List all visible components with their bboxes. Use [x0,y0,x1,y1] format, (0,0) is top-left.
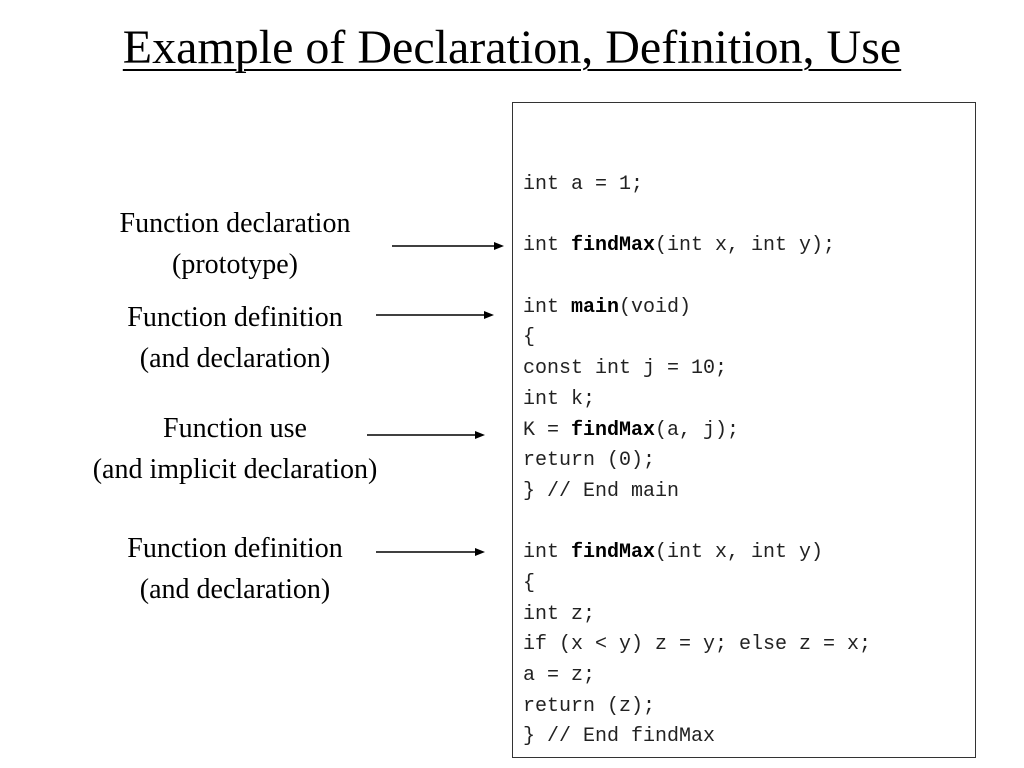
code-line [523,385,871,416]
code-line [523,416,871,447]
label-function-definition-main [85,297,385,379]
code-token: K = [523,418,572,442]
code-line [523,323,871,354]
code-line [523,569,871,600]
arrow-to-function-use [367,427,491,443]
code-box [512,102,976,758]
label-line: Function definition [127,302,343,333]
code-token: { [523,571,536,595]
code-token: { [523,326,536,350]
code-line [523,446,871,477]
code-token: (void) [619,295,692,319]
code-line [523,262,871,293]
code-line [523,354,871,385]
code-token: a = z; [523,664,596,687]
code-token: const int j = 10; [523,357,728,381]
code-token: int a = 1; [523,173,644,196]
code-line [523,508,871,539]
code-line [523,722,871,753]
code-line [523,201,871,232]
label-line: Function declaration [119,208,351,239]
code-token: int [523,234,572,258]
label-line: Function definition [127,533,343,564]
code-line [523,170,871,201]
code-token: if (x < y) z = y; else z = x; [523,633,872,657]
code-token: (int x, int y); [655,234,836,258]
label-line: (and declaration) [139,343,331,374]
code-line [523,231,871,262]
code-function-name: findMax [571,234,656,258]
code-token: int z; [523,602,596,626]
code-line [523,538,871,569]
arrow-to-main-definition [376,307,500,323]
code-token: int k; [523,387,596,411]
code-token: int [523,295,572,319]
code-token: return (z); [523,694,656,718]
code-token: } // End main [523,479,680,503]
label-line: (and declaration) [139,574,331,605]
code-line [523,630,871,661]
code-line [523,293,871,324]
code-token: (int x, int y) [655,541,824,565]
code-line [523,661,871,692]
label-function-definition-findmax [85,528,385,610]
code-function-name: findMax [571,541,656,565]
code-function-name: findMax [571,418,656,442]
label-line: (prototype) [172,249,298,280]
code-token: (a, j); [655,418,740,442]
code-line [523,692,871,723]
code-function-name: main [571,295,620,319]
label-function-use [45,408,425,490]
label-function-declaration [75,203,395,285]
code-token: } // End findMax [523,725,716,749]
code-line [523,477,871,508]
label-line: Function use [163,413,307,444]
arrow-to-prototype [392,238,512,254]
slide-title: Example of Declaration, Definition, Use [122,21,902,74]
code-line [523,600,871,631]
code-listing [523,170,871,753]
arrow-to-findmax-definition [376,544,492,560]
code-token: return (0); [523,449,656,473]
code-token: int [523,541,572,565]
label-line: (and implicit declaration) [92,454,378,485]
